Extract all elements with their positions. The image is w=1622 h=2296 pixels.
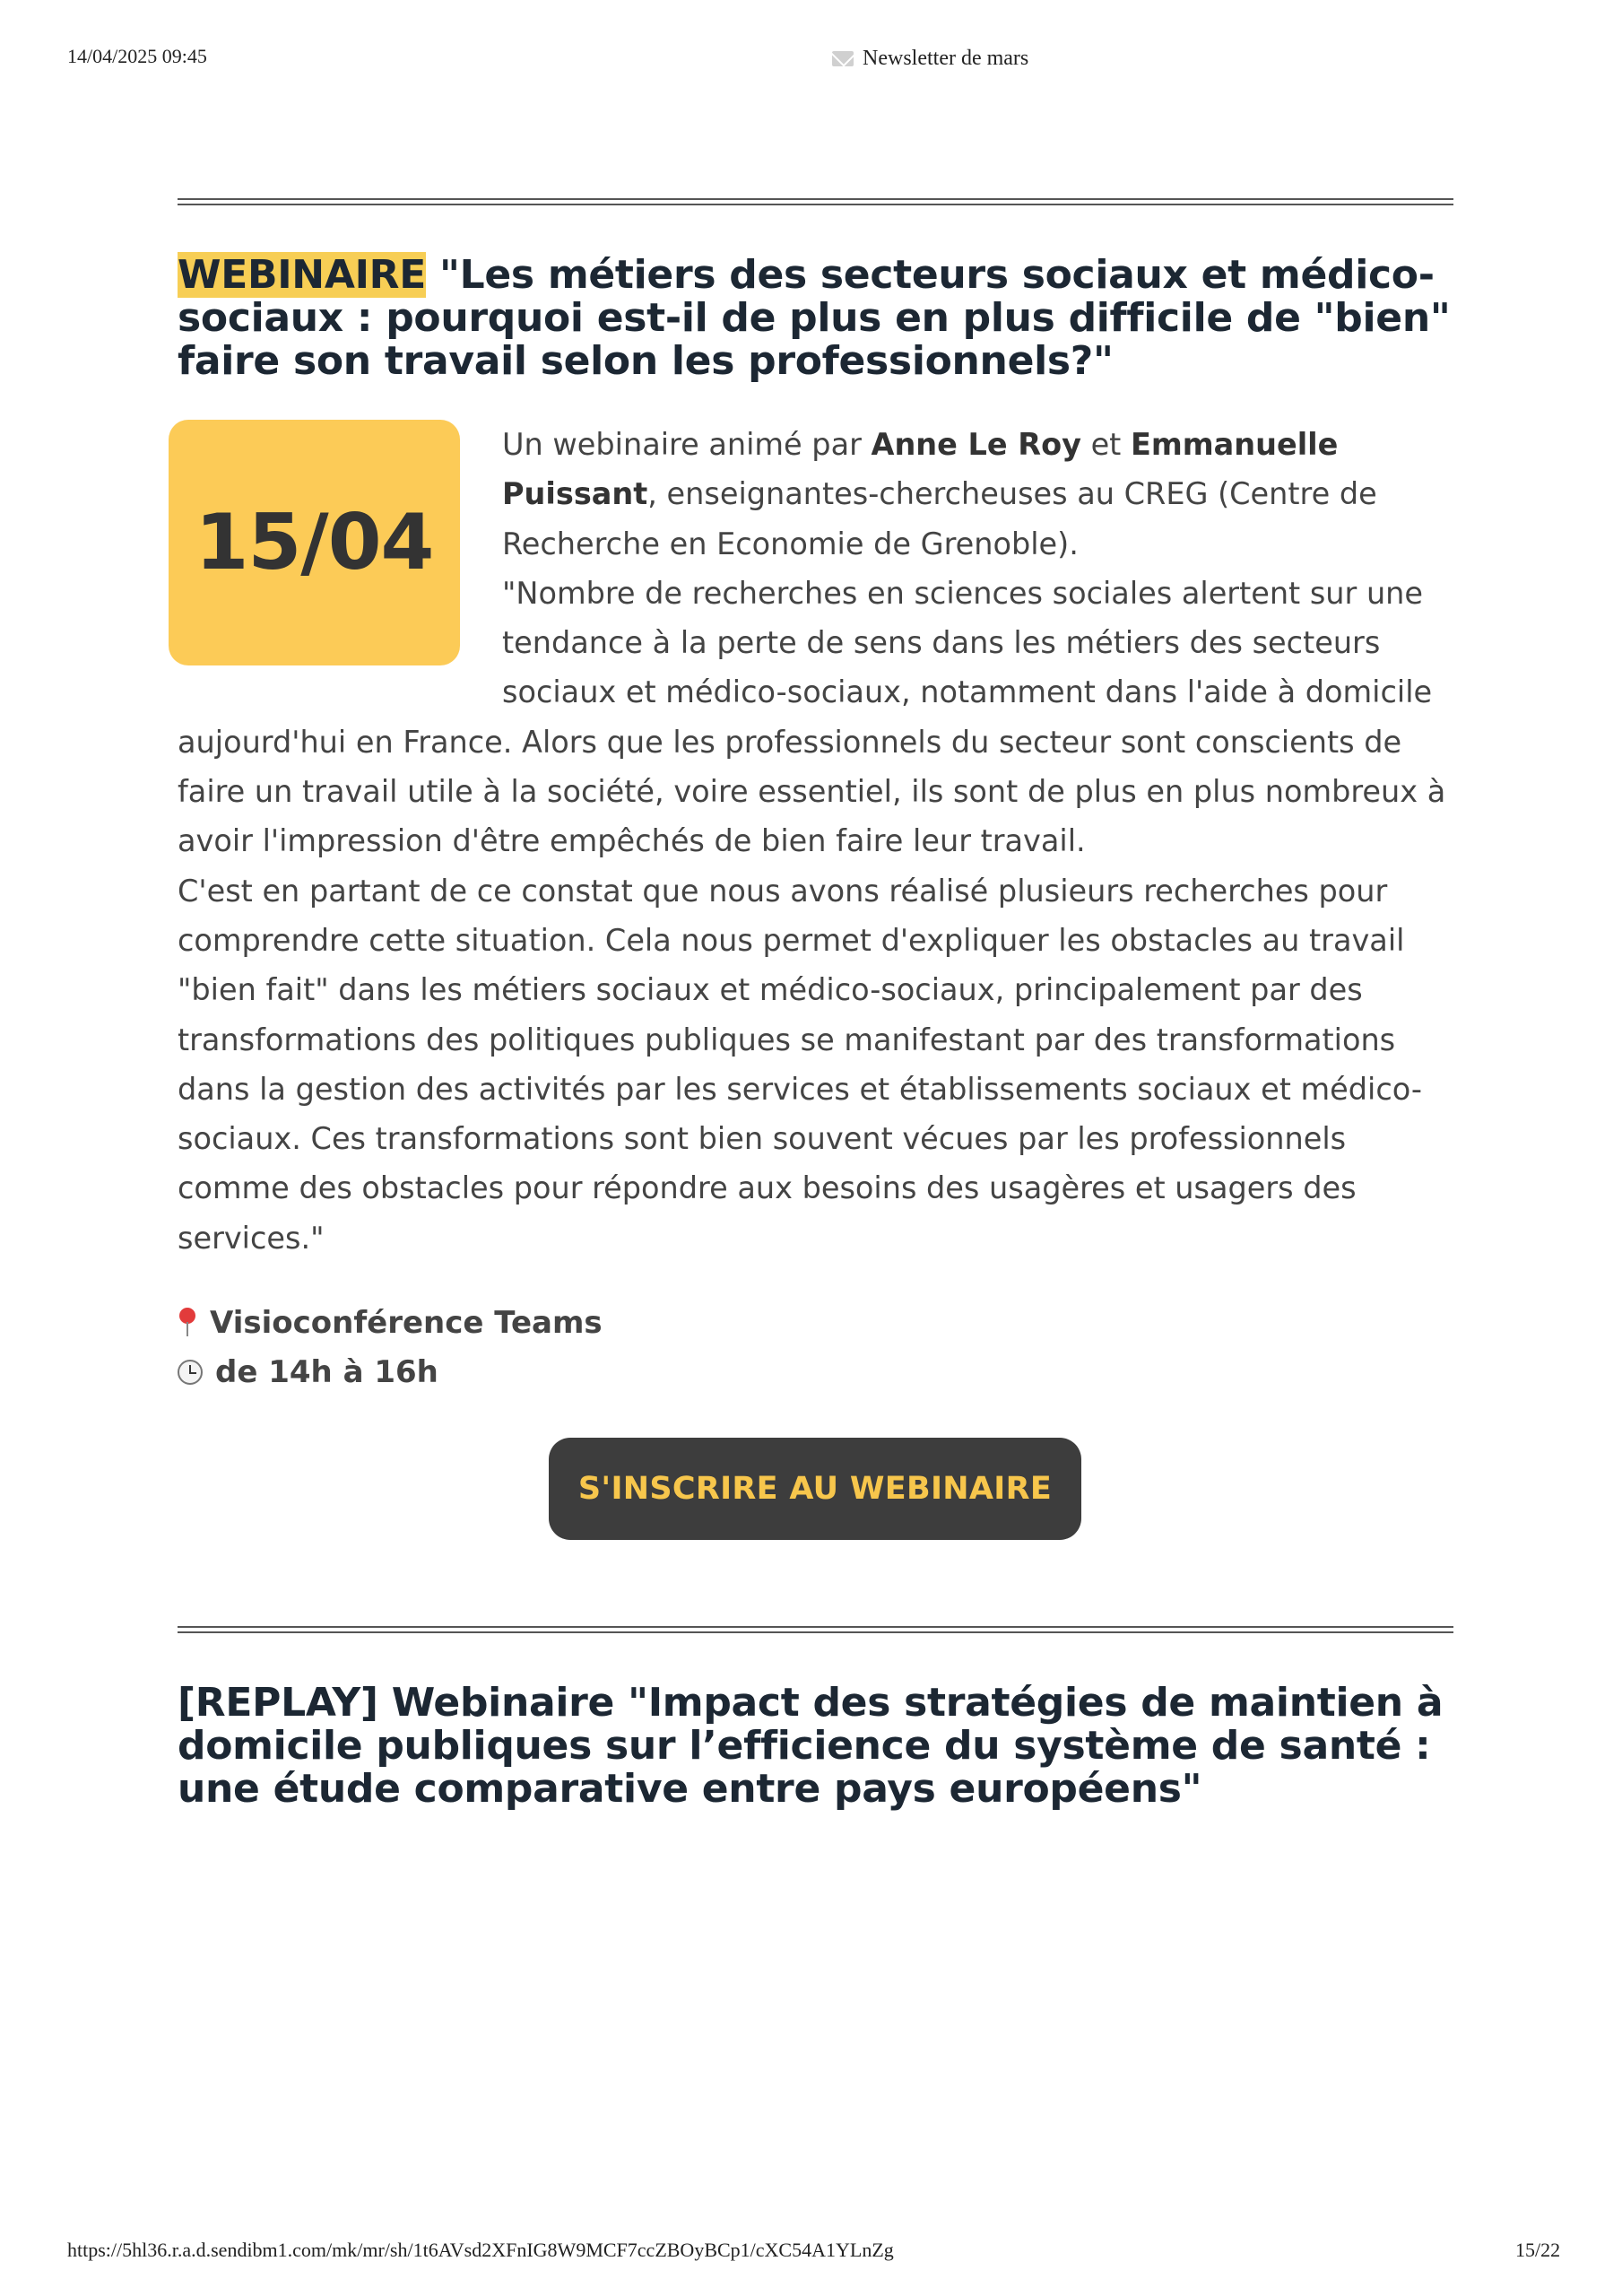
section-divider bbox=[178, 198, 1453, 205]
print-header-datetime: 14/04/2025 09:45 bbox=[67, 45, 207, 67]
body-paragraph: C'est en partant de ce constat que nous avons réalisé plusieurs recherches pour comprendre cette situation. Cela nous permet d'expliquer les obstacles au travail "bien fait" dans les métiers sociaux et médico-sociaux, principalement par des transformations des politiques publiques se manifestant par des transformations dans la gestion des activités par les services et établissements sociaux et médico-sociaux. Ces transformations sont bien souvent vécues par les professionnels comme des obstacles pour répondre aux besoins des usagères et usagers des services." bbox=[178, 873, 1422, 1256]
pin-icon bbox=[178, 1308, 197, 1338]
envelope-icon bbox=[832, 51, 854, 66]
print-footer-page-number: 15/22 bbox=[1515, 2239, 1561, 2261]
print-footer-url: https://5hl36.r.a.d.sendibm1.com/mk/mr/sh/1t6AVsd2XFnIG8W9MCF7ccZBOyBCp1/cXC54A1YLnZg bbox=[67, 2239, 894, 2261]
location-text: Visioconférence Teams bbox=[210, 1305, 603, 1341]
article-title-text: "Les métiers des secteurs sociaux et médico-sociaux : pourquoi est-il de plus en plus difficile de "bien" faire son travail selon les professionnels?" bbox=[178, 252, 1451, 384]
section-divider bbox=[178, 1626, 1453, 1633]
time-text: de 14h à 16h bbox=[215, 1354, 438, 1390]
register-webinar-button[interactable]: S'INSCRIRE AU WEBINAIRE bbox=[549, 1438, 1081, 1540]
time-line bbox=[178, 1354, 438, 1390]
speaker-name: Anne Le Roy bbox=[871, 427, 1081, 462]
clock-icon bbox=[178, 1360, 203, 1385]
date-badge-text: 15/04 bbox=[195, 498, 434, 587]
body-paragraph: "Nombre de recherches en sciences sociales alertent sur une tendance à la perte de sens dans les métiers des secteurs sociaux et médico-sociaux, notamment dans l'aide à domicile aujourd'hui en France. Alors que les professionnels du secteur sont conscients de faire un travail utile à la société, voire essentiel, ils sont de plus en plus nombreux à avoir l'impression d'être empêchés de bien faire leur travail. bbox=[178, 575, 1446, 859]
print-header-title bbox=[832, 47, 1028, 71]
speaker-name: Emmanuelle Puissant bbox=[502, 427, 1339, 512]
article-title[interactable]: [REPLAY] Webinaire "Impact des stratégies de maintien à domicile publiques sur l’efficience du système de santé : une étude comparative entre pays européens" bbox=[178, 1680, 1444, 1812]
location-line bbox=[178, 1305, 603, 1341]
article-title bbox=[178, 254, 1460, 383]
print-header-title-text: Newsletter de mars bbox=[863, 47, 1029, 70]
intro-paragraph: Un webinaire animé par Anne Le Roy et Emmanuelle Puissant, enseignantes-chercheuses au CREG (Centre de Recherche en Economie de Grenoble). bbox=[502, 427, 1377, 561]
article-body bbox=[178, 420, 1460, 1263]
webinar-tag: WEBINAIRE bbox=[178, 252, 426, 298]
